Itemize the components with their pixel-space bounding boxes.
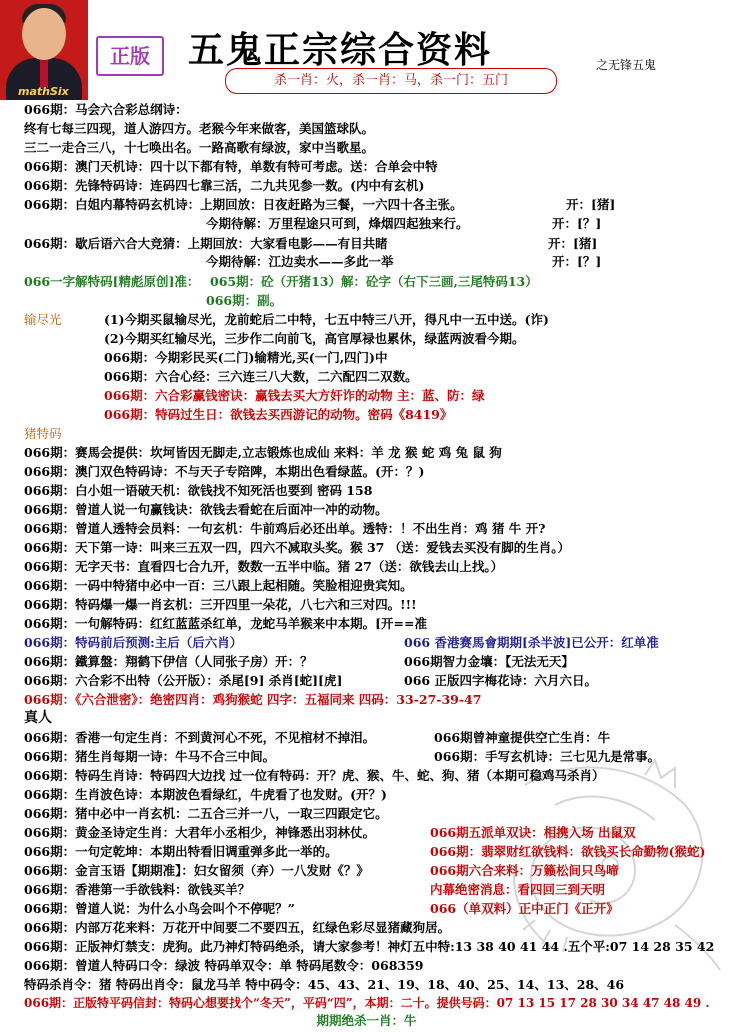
line-heart-sutra: 066期：六合心经：三六连三八大数，二六配四二双数。: [104, 369, 418, 384]
line-zeng-kid: 066期曾神童提供空亡生肖：牛: [434, 730, 611, 745]
section-loss-label: 输尽光: [24, 312, 62, 327]
kill-banner: 杀一肖：火，杀一肖：马，杀一门：五门: [225, 68, 557, 94]
line-no-word-book: 066期：无字天书：直看四七合九开，数数一五半中临。猪 27（送：欲钱去山上找。）: [24, 559, 504, 574]
footer-kill: 期期绝杀一肖：牛: [316, 1013, 417, 1028]
line-xiehouyu-await: 今期待解：江边卖水——多此一举: [206, 254, 394, 269]
line-odd-even: 066（单双料）正中正门《正开》: [430, 901, 619, 916]
line-five-school: 066期五派单双诀：相携入场 出鼠双: [430, 825, 636, 840]
line-white-open: 开：[猪]: [566, 197, 616, 212]
line-explode: 066期：特码爆一爆一肖玄机：三开四里一朵花，八七六和三对四。!!!: [24, 597, 417, 612]
line-xiehouyu-open: 开：[猪]: [548, 236, 598, 251]
line-wisdom: 066期智力金壤：【无法无天】: [404, 654, 574, 669]
line-white-lady: 066期：白小姐一语破天机：欲钱找不知死活也要到 密码 158: [24, 483, 373, 498]
line-loss-2: (2)今期买红输尽光，三步作二向前飞，高官厚禄也累休，绿蓝两波看今期。: [104, 331, 525, 346]
genuine-badge: 正版: [96, 36, 164, 76]
line-birthday: 066期：特码过生日：欲钱去买西游记的动物。密码《8419》: [104, 407, 453, 422]
line-plum-poem: 066 正版四字梅花诗：六月六日。: [404, 673, 597, 688]
line-zeng-member: 066期：曾道人透特会员料：一句玄机：牛前鸡后必还出单。透特：！不出生肖：鸡 猪 牛 开?: [24, 521, 546, 536]
line-loss-1: (1)今期买鼠输尽光，龙前蛇后二中特，七五中特三八开，得凡中一五中送。(诈): [104, 312, 549, 327]
line-handwritten: 066期：手写玄机诗：三七见九是常事。: [434, 749, 661, 764]
line-insider: 内幕绝密消息：看四回三到天明: [430, 882, 606, 897]
photo-brand-logo: mathSix: [18, 85, 69, 98]
line-macau-color: 066期：澳门双色特码诗：不与天子专陪陴，本期出色看绿蓝。(开：？): [24, 464, 425, 479]
line-zeng-bird: 066期：曾道人说：为什么小鸟会叫个不停呢？”: [24, 901, 295, 916]
line-zeng-order: 066期：曾道人特码口令：绿波 特码单双令：单 特码尾数令：068359: [24, 958, 424, 973]
line-six-together: 066期六合来料：万籁松间只鸟啼: [430, 863, 619, 878]
line-leak-secret: 066期：《六合泄密》：绝密四肖：鸡狗猴蛇 四字：五福同来 四码：33-27-39-47: [24, 692, 482, 707]
line-macau-poem: 066期：澳门天机诗：四十以下都有特，单数有特可考虑。送：合单会中特: [24, 159, 438, 174]
line-065-word: 065期：砼（开猪13）解：砼字（右下三画,三尾特码13）: [210, 274, 538, 289]
line-hk-sentence: 066期：香港一句定生肖：不到黄河心不死，不见棺材不掉泪。: [24, 730, 376, 745]
author-photo: [0, 0, 88, 100]
author-name: 之无锋五鬼: [596, 58, 657, 72]
line-lamp: 066期：正版神灯禁支：虎狗。此乃神灯特码绝杀，请大家参考！神灯五中特:13 38 40 41 44 .五个平:07 14 28 35 42: [24, 939, 715, 954]
line-no-special: 066期：六合彩不出特（公开版）：杀尾[9] 杀肖[蛇][虎]: [24, 673, 343, 688]
line-envelope: 066期：正版特平码信封：特码心想要找个“冬天”，平码“四”，本期：二十。提供号码：07 13 15 17 28 30 34 47 48 49 .: [24, 996, 710, 1010]
photo-tie: [40, 58, 48, 88]
line-flower: 066期：内部万花来料：万花开中间要二不要四五，红绿色彩尽显猪藏狗居。: [24, 920, 451, 935]
line-wave-color: 066期：生肖波色诗：本期波色看绿红，牛虎看了也发财。(开？): [24, 787, 387, 802]
line-special-zodiac: 066期：特码生肖诗：特码四大边找 过一位有特码：开？虎、猴、牛、蛇、狗、猪（本期可稳鸡马杀肖）: [24, 768, 605, 783]
line-pig-poem: 066期：猪生肖每期一诗：牛马不合三中间。: [24, 749, 276, 764]
line-one-sentence: 066期：一句解特码：红红蓝蓝杀红单，龙蛇马羊猴来中本期。[开==准: [24, 616, 427, 631]
line-front-back: 066期：特码前后预测:主后（后六肖）: [24, 635, 243, 650]
line-golden-words: 066期：金言玉语【期期准】：妇女留须（弃）一八发财《？》: [24, 863, 369, 878]
line-white-poem: 066期：白姐内幕特码玄机诗：上期回放：日夜赶路为三餐，一六四十各主张。: [24, 197, 463, 212]
line-abacus: 066期：鐵算盤：翔鹤下伊信（人同张子房）开：？: [24, 654, 313, 669]
line-racing-club: 066期：赛馬会提供：坎坷皆因无脚走,立志锻炼也成仙 来料：羊 龙 猴 蛇 鸡 兔 鼠 狗: [24, 445, 502, 460]
line-one-code: 066期：一码中特猪中必中一百：三八跟上起相随。笑脸相迎贵宾知。: [24, 578, 413, 593]
line-hk-half-wave: 066 香港赛馬會期期[杀半波]已公开：红单准: [404, 635, 659, 650]
line-poem-1: 终有七每三四现，道人游四方。老猴今年来做客，美国篮球队。: [24, 121, 375, 136]
line-xiehouyu: 066期：歇后语六合大竞猜：上期回放：大家看电影——有目共睹: [24, 236, 388, 251]
photo-face: [22, 8, 66, 60]
line-kill-order: 特码杀肖令：猪 特码出肖令：鼠龙马羊 特中码令：45、43、21、19、18、40、25、14、13、28、46: [24, 977, 625, 992]
line-golden-poem: 066期：黄金圣诗定生肖：大君年小丞相少，神锋悉出羽林仗。: [24, 825, 376, 840]
line-white-await: 今期待解：万里程途只可到，烽烟四起独来行。: [206, 216, 469, 231]
line-zeng-win: 066期：曾道人说一句赢钱诀：欲钱去看蛇在后面冲一冲的动物。: [24, 502, 388, 517]
section-pig-label: 猪特码: [24, 426, 62, 441]
section-real-person: 真人: [24, 710, 52, 726]
line-hk-first-hand: 066期：香港第一手欲钱料：欲钱买羊？: [24, 882, 251, 897]
line-pig-must: 066期：猪中必中一肖玄机：二五合三并一八，一取三四跟定它。: [24, 806, 388, 821]
page-title: 五鬼正宗综合资料: [188, 29, 493, 71]
line-one-word: 066一字解特码[精彪原创]准：: [24, 274, 200, 289]
line-world-first: 066期：天下第一诗：叫来三五双一四，四六不减取头奖。猴 37 （送：爱钱去买没有脚的生肖。）: [24, 540, 570, 555]
line-grand-poem: 066期：马会六合彩总纲诗：: [24, 102, 188, 117]
line-066-word: 066期：副。: [206, 293, 283, 308]
line-jade: 066期：翡翠财红欲钱料：欲钱买长命勤物(猴蛇): [430, 844, 706, 859]
line-win-secret: 066期：六合彩赢钱密诀：赢钱去买大方奸诈的动物 主：蓝、防：绿: [104, 388, 485, 403]
line-one-universe: 066期：一句定乾坤：本期出特看旧调重弹多此一举的。: [24, 844, 338, 859]
line-pioneer-poem: 066期：先锋特码诗：连码四七靠三活，二九共见参一数。(内中有玄机): [24, 178, 425, 193]
line-poem-2: 三二一走合三八，十七唤出名。一路高歌有绿波，家中当歌星。: [24, 140, 375, 155]
line-xiehouyu-await-open: 开：[？]: [552, 254, 602, 269]
line-loss-3: 066期：今期彩民买(二门)输精光,买(一门,四门)中: [104, 350, 388, 365]
line-white-await-open: 开：[？]: [552, 216, 602, 231]
